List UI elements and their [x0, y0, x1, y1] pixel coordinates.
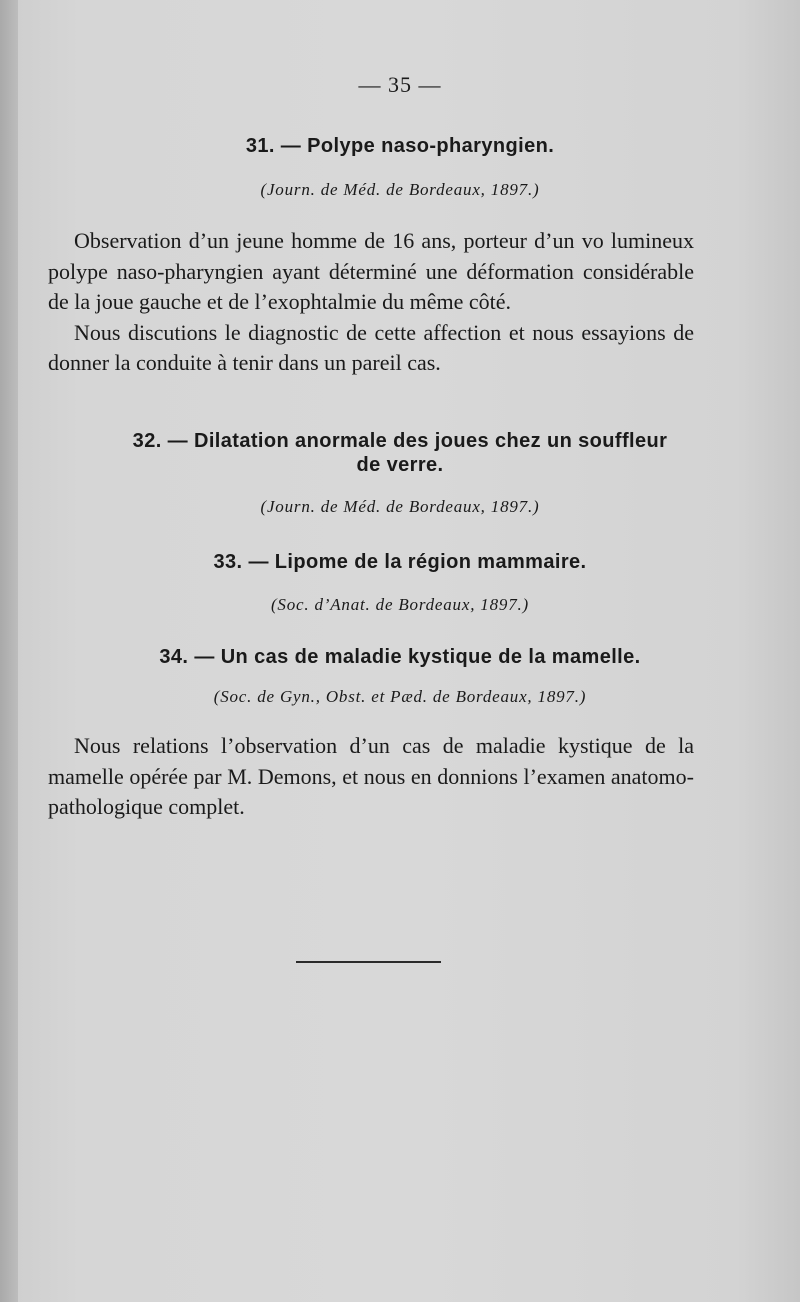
entry-32-title — [60, 429, 740, 477]
entry-34-source: (Soc. de Gyn., Obst. et Pæd. de Bordeaux, 1897.) — [213, 687, 587, 706]
entry-31-paragraph-2: Nous discutions le diagnostic de cette affection et nous essayions de donner la conduite à tenir dans un pareil cas. — [48, 319, 694, 375]
page-edge-shadow — [0, 0, 18, 1302]
entry-32-title-line-2: de verre. — [356, 454, 444, 476]
entry-33-title: 33. — Lipome de la région mammaire. — [213, 551, 587, 573]
entry-34-title: 34. — Un cas de maladie kystique de la mamelle. — [159, 646, 641, 668]
entry-34-body — [48, 731, 694, 823]
entry-31-title: 31. — Polype naso-pharyngien. — [245, 135, 555, 157]
entry-34-paragraph-1: Nous relations l’observation d’un cas de maladie kystique de la mamelle opérée par M. Demons, et nous en donnions l’examen anatomo-pathologique complet. — [48, 733, 694, 819]
entry-32-source: (Journ. de Méd. de Bordeaux, 1897.) — [260, 497, 540, 516]
entry-32-title-line-1: 32. — Dilatation anormale des joues chez un souffleur — [132, 430, 668, 452]
entry-33-source: (Soc. d’Anat. de Bordeaux, 1897.) — [270, 595, 530, 614]
entry-31-body — [48, 226, 694, 379]
section-end-rule — [296, 961, 441, 963]
entry-31-source: (Journ. de Méd. de Bordeaux, 1897.) — [260, 180, 540, 199]
entry-31-paragraph-1: Observation d’un jeune homme de 16 ans, porteur d’un vo lumineux polype naso-pharyngien ayant déterminé une déformation considérable de la joue gauche et de l’exophtalmie du même côté. — [48, 228, 694, 314]
page-number: — 35 — — [358, 72, 442, 97]
